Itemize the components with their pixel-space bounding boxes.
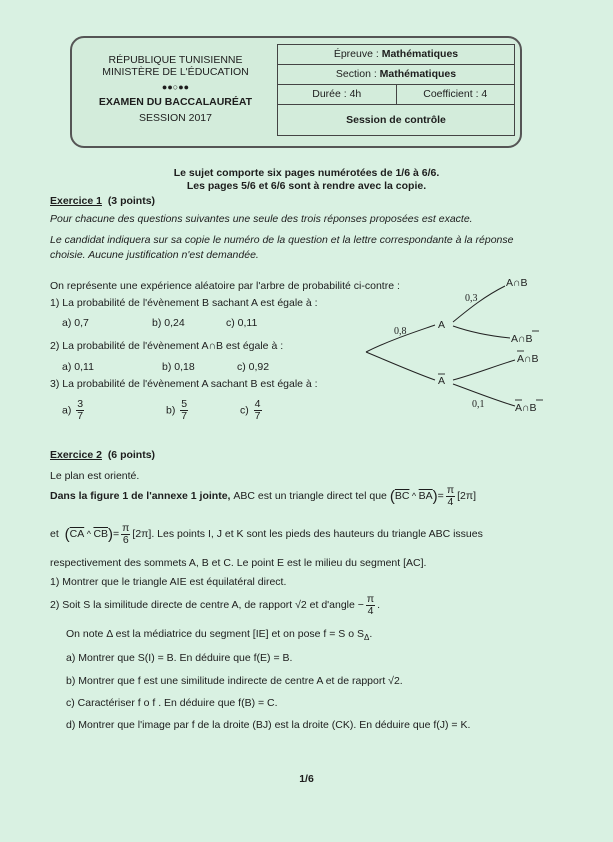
ex2-line4: respectivement des sommets A, B et C. Le point E est le milieu du segment [AC]. bbox=[50, 557, 427, 569]
exercice2-heading bbox=[50, 449, 155, 462]
ex2-note-sub: Δ bbox=[363, 633, 370, 643]
epreuve-label: Épreuve : bbox=[333, 48, 382, 60]
tree-node-A: A bbox=[438, 319, 446, 331]
ex2-line3: et ( $\overline{CA}$ ^ $\overline{CB}$ ) = $\frac{\pi}{6}$ [2π]. Les points I, J et K sont les pieds des hauteurs du triangle ABC issues bbox=[50, 521, 483, 546]
ex2-l2-rest: ABC est un triangle direct tel que bbox=[233, 489, 387, 502]
ex2-note bbox=[66, 628, 372, 644]
branch-A-B bbox=[453, 286, 505, 322]
tree-leaf-ABbar: A∩B bbox=[511, 333, 533, 345]
exam-title: EXAMEN DU BACCALAURÉAT bbox=[98, 96, 253, 108]
exercice2-title: Exercice 2 bbox=[50, 449, 102, 461]
duration: Durée : 4h bbox=[278, 85, 397, 104]
q3-b-fraction bbox=[180, 399, 188, 422]
ex2-q2-text: 2) Soit S la similitude directe de centre A, de rapport √2 et d'angle − bbox=[50, 598, 364, 611]
exercice1-heading bbox=[50, 195, 155, 208]
q3-a-fraction bbox=[76, 399, 84, 422]
ex2-l3-rest: [2π]. Les points I, J et K sont les pieds des hauteurs du triangle ABC issues bbox=[132, 527, 483, 540]
tree-node-Abar: A bbox=[438, 375, 446, 387]
ex2-c: c) Caractériser f o f . En déduire que f(B) = C. bbox=[66, 697, 278, 709]
q3-b-label: b) bbox=[166, 404, 176, 417]
republic-line: RÉPUBLIQUE TUNISIENNE bbox=[108, 54, 243, 66]
ex2-b: b) Montrer que f est une similitude indirecte de centre A et de rapport √2. bbox=[66, 675, 403, 687]
coefficient: Coefficient : 4 bbox=[423, 88, 488, 100]
tree-prob-B-given-A: 0,3 bbox=[465, 293, 478, 304]
ex1-q2-c: c) 0,92 bbox=[237, 361, 270, 373]
branch-A-Bbar bbox=[453, 326, 510, 338]
pi6-den: 6 bbox=[122, 533, 129, 546]
q3-c-num: 4 bbox=[254, 398, 261, 410]
branch-Abar-B bbox=[453, 360, 515, 380]
q3-c-fraction bbox=[254, 399, 262, 422]
eq-sign-2: = bbox=[113, 527, 120, 540]
q2-pi-over-4 bbox=[366, 594, 375, 617]
vec-BC: $\overline{BC}$ bbox=[394, 489, 410, 502]
exercice1-points: (3 points) bbox=[107, 195, 156, 207]
eq-sign-1: = bbox=[437, 489, 444, 502]
ex1-q3: 3) La probabilité de l'évènement A sachant B est égale à : bbox=[50, 378, 318, 390]
q3-b-den: 7 bbox=[181, 410, 188, 422]
q2-pi-den: 4 bbox=[367, 604, 374, 617]
ex2-q2 bbox=[50, 593, 380, 617]
q2-end: . bbox=[377, 598, 381, 611]
vec-CB: $\overline{CB}$ bbox=[93, 527, 109, 540]
ex1-q1-b: b) 0,24 bbox=[152, 317, 185, 329]
exercice1-title: Exercice 1 bbox=[50, 195, 102, 207]
header-right-table bbox=[277, 44, 515, 136]
dots-ornament: ●●○●● bbox=[161, 82, 190, 92]
intro-line-2: Les pages 5/6 et 6/6 sont à rendre avec la copie. bbox=[186, 180, 427, 192]
pi-over-4 bbox=[446, 485, 455, 508]
tree-leaf-AbarB: A∩B bbox=[517, 353, 539, 365]
tree-leaf-AB: A∩B bbox=[506, 277, 528, 289]
tree-leaf-AbarBbar: A∩B bbox=[515, 402, 537, 414]
vec-CA: $\overline{CA}$ bbox=[69, 527, 85, 540]
pi4-num: π bbox=[446, 483, 455, 496]
mod-2pi-1: [2π] bbox=[457, 489, 476, 502]
ex1-q2-b: b) 0,18 bbox=[162, 361, 195, 373]
tree-prob-A: 0,8 bbox=[394, 326, 407, 337]
ex1-instruction-1: Pour chacune des questions suivantes une seule des trois réponses proposées est exacte. bbox=[50, 213, 473, 225]
session-year: SESSION 2017 bbox=[139, 112, 212, 124]
ex1-instruction-2b: choisie. Aucune justification n'est demandée. bbox=[50, 249, 259, 261]
ex2-line2: Dans la figure 1 de l'annexe 1 jointe, ABC est un triangle direct tel que ( $\overline{BC}$ ^ $\overline{BA}$ ) = $\frac{\pi}{4}$ [2π] bbox=[50, 483, 476, 508]
ex2-l3-et: et bbox=[50, 527, 59, 540]
paren-close: ) bbox=[432, 487, 438, 505]
ex1-q3-c bbox=[240, 399, 264, 422]
duration-coef-row bbox=[278, 85, 514, 105]
ex2-q1: 1) Montrer que le triangle AIE est équilatéral direct. bbox=[50, 576, 287, 588]
branch-Abar bbox=[366, 352, 435, 380]
ex1-q2: 2) La probabilité de l'évènement A∩B est égale à : bbox=[50, 340, 284, 352]
ex2-a: a) Montrer que S(I) = B. En déduire que f(E) = B. bbox=[66, 652, 293, 664]
q3-c-den: 7 bbox=[254, 410, 261, 422]
pi4-den: 4 bbox=[447, 495, 454, 508]
epreuve-value: Mathématiques bbox=[381, 48, 459, 60]
ex1-q1-a: a) 0,7 bbox=[62, 317, 89, 329]
ex1-q1: 1) La probabilité de l'évènement B sachant A est égale à : bbox=[50, 297, 318, 309]
section-label: Section : bbox=[335, 68, 380, 80]
ex1-q1-c: c) 0,11 bbox=[226, 317, 258, 329]
ex1-q2-a: a) 0,11 bbox=[62, 361, 94, 373]
probability-tree bbox=[360, 270, 560, 420]
paren-open: ( bbox=[389, 487, 395, 505]
ex1-q3-b bbox=[166, 399, 190, 422]
q2-pi-num: π bbox=[366, 592, 375, 605]
ex1-context: On représente une expérience aléatoire par l'arbre de probabilité ci-contre : bbox=[50, 280, 400, 292]
epreuve-row bbox=[278, 45, 514, 65]
q3-a-label: a) bbox=[62, 404, 72, 417]
q3-a-num: 3 bbox=[77, 398, 84, 410]
q3-a-den: 7 bbox=[77, 410, 84, 422]
ex1-q3-a bbox=[62, 399, 86, 422]
vec-BA: $\overline{BA}$ bbox=[418, 489, 433, 502]
ex2-note-end: . bbox=[369, 628, 373, 640]
section-value: Mathématiques bbox=[379, 68, 457, 80]
section-row bbox=[278, 65, 514, 85]
ex2-note-text: On note Δ est la médiatrice du segment [IE] et on pose f = S o S bbox=[66, 628, 364, 640]
q3-b-num: 5 bbox=[181, 398, 188, 410]
pi-over-6 bbox=[121, 523, 130, 546]
ex2-l2-bold: Dans la figure 1 de l'annexe 1 jointe, bbox=[50, 489, 231, 502]
pi6-num: π bbox=[122, 521, 130, 534]
intro-line-1: Le sujet comporte six pages numérotées de 1/6 à 6/6. bbox=[173, 167, 440, 179]
header-left bbox=[78, 44, 273, 140]
header-frame bbox=[70, 36, 522, 148]
q3-c-label: c) bbox=[240, 404, 249, 417]
ex2-d: d) Montrer que l'image par f de la droite (BJ) est la droite (CK). En déduire que f(J) = K. bbox=[66, 719, 471, 731]
ex2-line1: Le plan est orienté. bbox=[50, 470, 140, 482]
tree-prob-Bbar-given-Abar: 0,1 bbox=[472, 399, 485, 410]
ministry-line: MINISTÈRE DE L'ÉDUCATION bbox=[102, 66, 249, 78]
page-number: 1/6 bbox=[299, 773, 314, 785]
session-type: Session de contrôle bbox=[346, 114, 446, 126]
exercice2-points: (6 points) bbox=[107, 449, 156, 461]
ex1-instruction-2a: Le candidat indiquera sur sa copie le numéro de la question et la lettre correspondante à la réponse bbox=[50, 234, 514, 246]
